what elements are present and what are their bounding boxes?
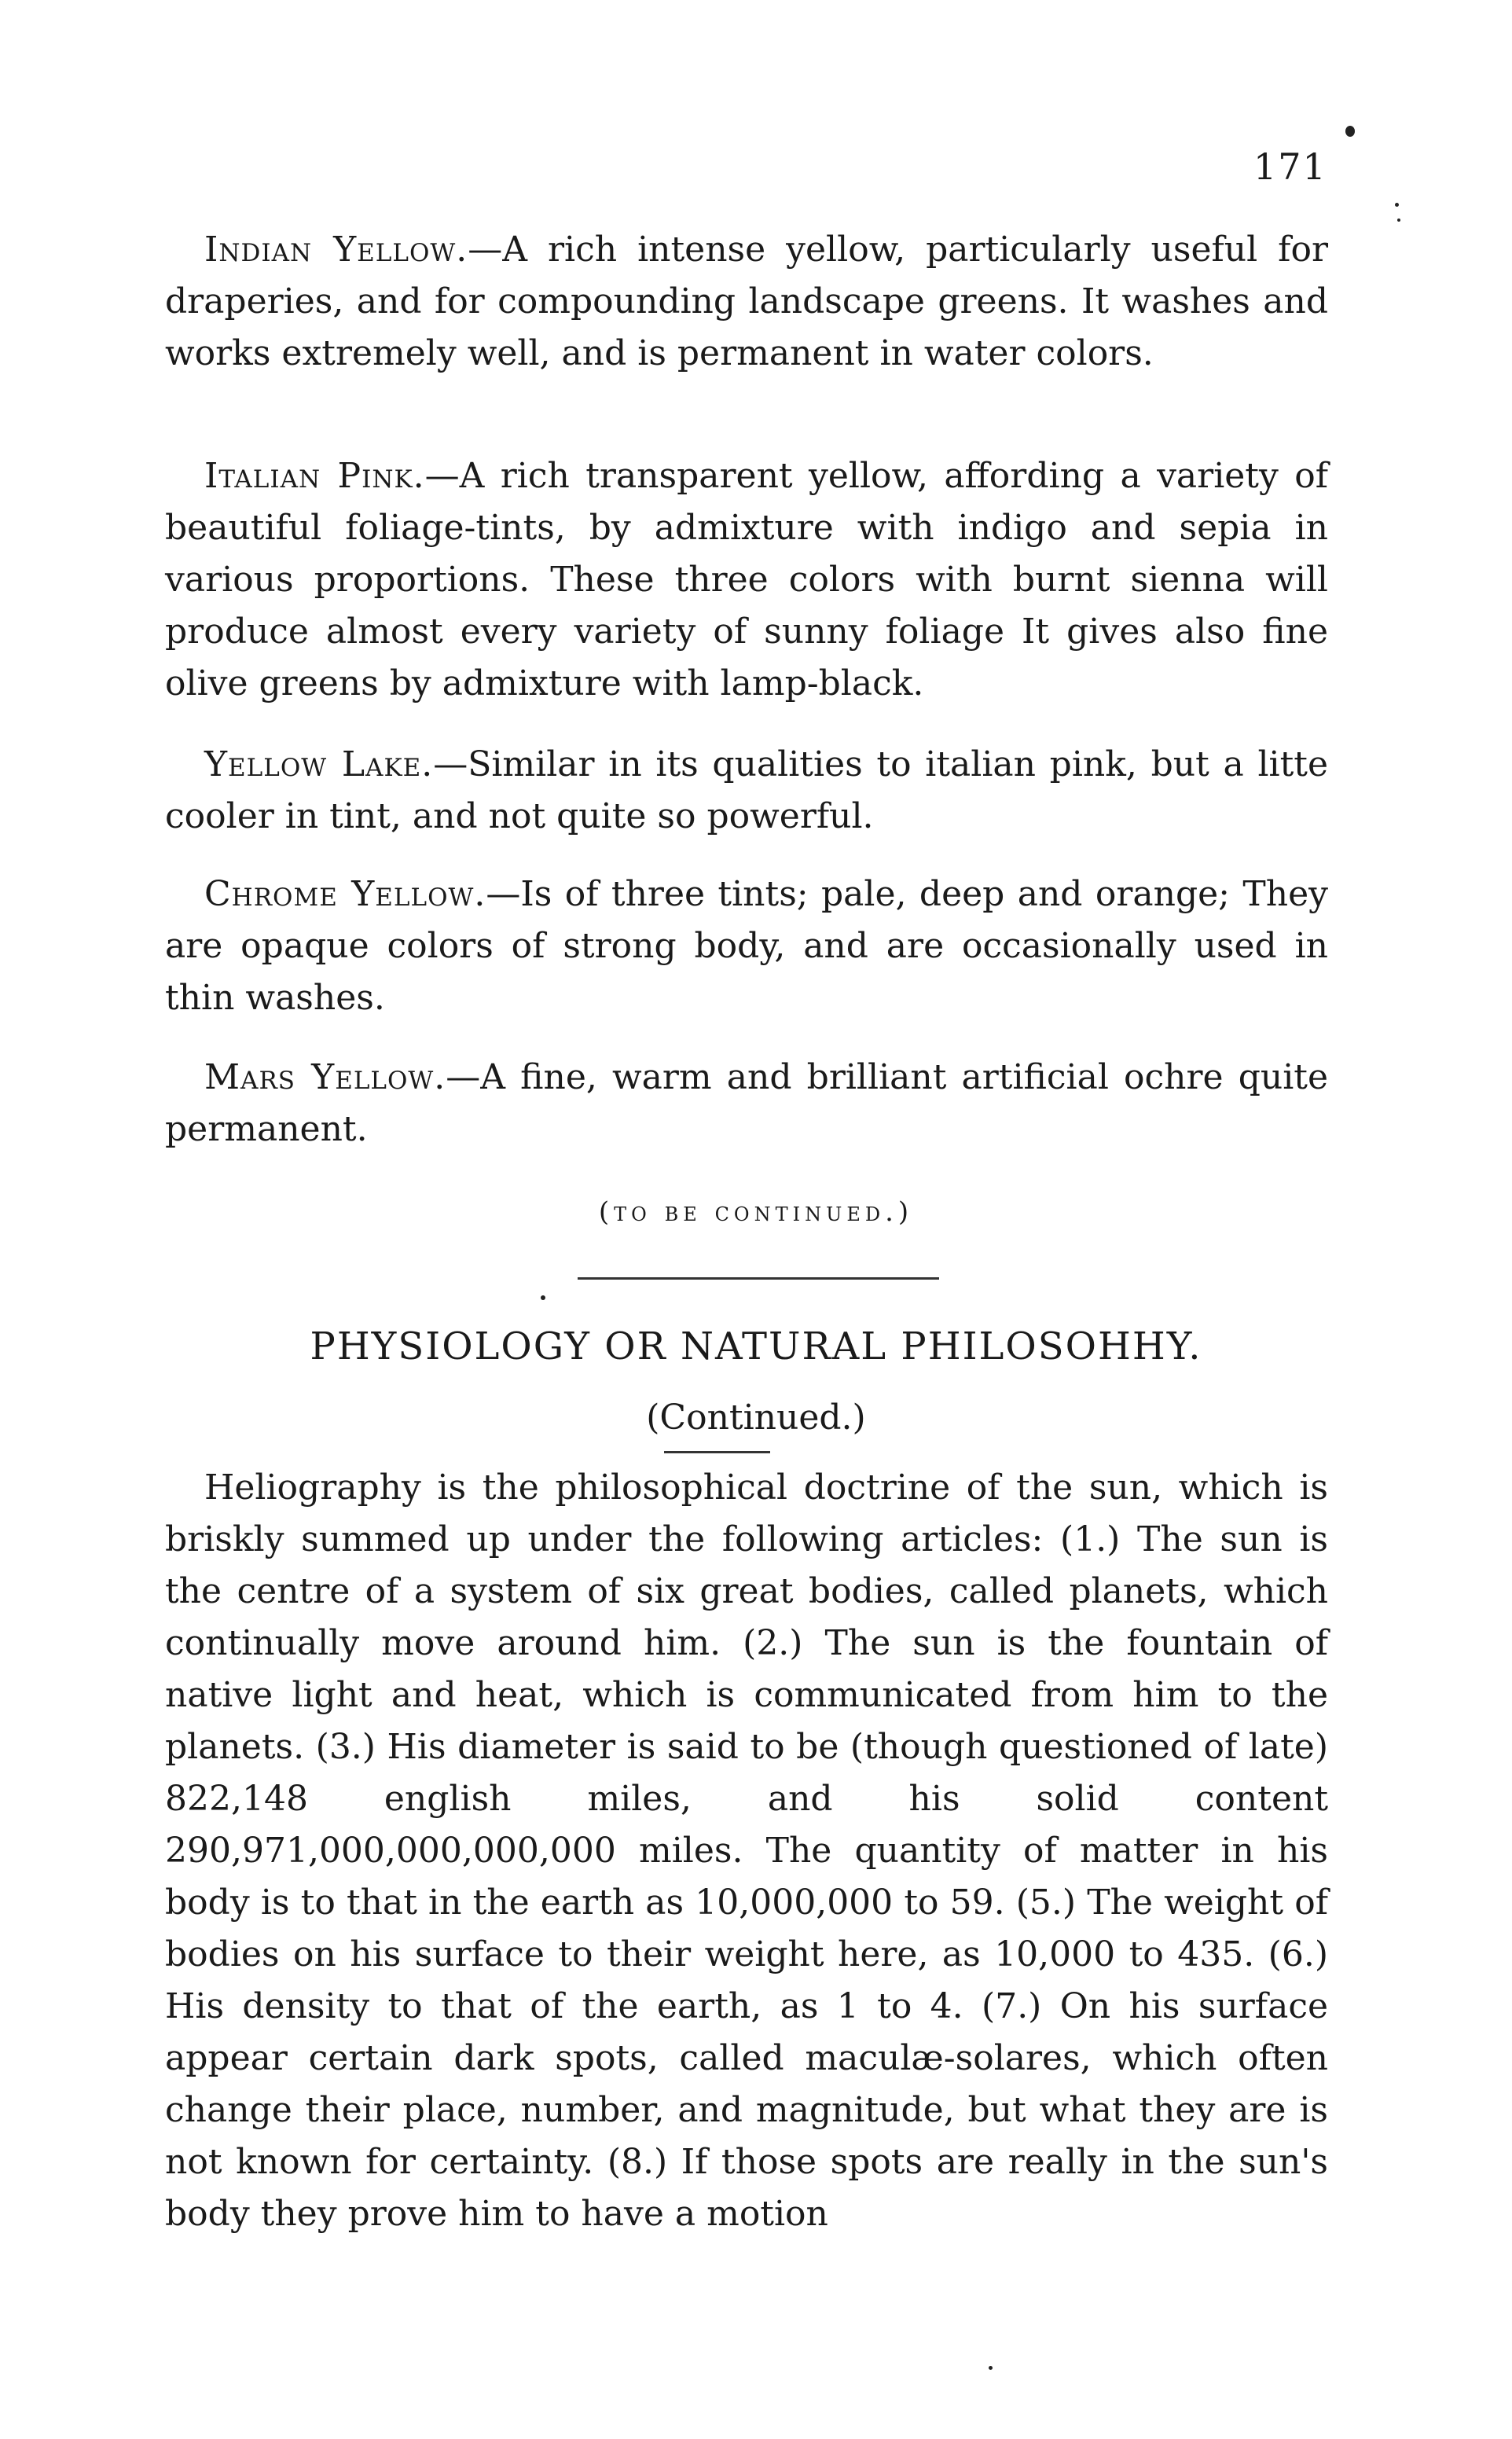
entry-term: Italian Pink.	[204, 456, 425, 496]
ink-speck	[1397, 219, 1400, 222]
entry-term: Indian Yellow.	[204, 230, 468, 270]
entry-term: Chrome Yellow.	[204, 874, 486, 914]
entry-italian-pink	[165, 450, 1328, 710]
ink-speck	[1395, 203, 1399, 207]
entry-indian-yellow	[165, 224, 1328, 380]
entry-text: —A rich intense yellow, particularly useful for draperies, and for compounding landscape greens. It washes and works extremely well, and is permanent in water colors.	[165, 230, 1328, 373]
entry-text: —Is of three tints; pale, deep and orange; They are opaque colors of strong body, and are occasionally used in thin washes.	[165, 874, 1328, 1018]
page-number: 171	[1253, 145, 1327, 188]
entry-term: Yellow Lake.	[204, 744, 434, 784]
entry-text: —A fine, warm and brilliant artificial ochre quite permanent.	[165, 1057, 1328, 1149]
subtitle-underline	[664, 1451, 770, 1453]
entry-yellow-lake	[165, 739, 1328, 843]
section-title: PHYSIOLOGY OR NATURAL PHILOSOHHY.	[310, 1324, 1202, 1368]
entry-text: —Similar in its qualities to italian pink, but a litte cooler in tint, and not quite so powerful.	[165, 744, 1328, 836]
section-divider	[578, 1277, 939, 1280]
entry-chrome-yellow	[165, 869, 1328, 1024]
entry-mars-yellow	[165, 1052, 1328, 1155]
section-subtitle: (Continued.)	[646, 1398, 866, 1438]
section-body: Heliography is the philosophical doctrine of the sun, which is briskly summed up under the following articles: (1.) The sun is the centre of a system of six great bodies, called planets, which continually move around him. (2.) The sun is the fountain of native light and heat, which is communicated from him to the planets. (3.) His diameter is said to be (though questioned of late) 822,148 english miles, and his solid content 290,971,000,000,000,000 miles. The quantity of matter in his body is to that in the earth as 10,000,000 to 59. (5.) The weight of bodies on his surface to their weight here, as 10,000 to 435. (6.) His density to that of the earth, as 1 to 4. (7.) On his surface appear certain dark spots, called maculæ-solares, which often change their place, number, and magnitude, but what they are is not known for certainty. (8.) If those spots are really in the sun's body they prove him to have a motion	[165, 1467, 1328, 2234]
ink-speck	[541, 1295, 545, 1300]
ink-speck	[989, 2366, 993, 2370]
entry-text: —A rich transparent yellow, affording a variety of beautiful foliage-tints, by admixture with indigo and sepia in various proportions. These three colors with burnt sienna will produce almost every variety of sunny foliage It gives also fine olive greens by admixture with lamp-black.	[165, 456, 1329, 703]
ink-speck	[1345, 126, 1355, 137]
to-be-continued: (to be continued.)	[598, 1196, 914, 1228]
entry-term: Mars Yellow.	[204, 1057, 446, 1097]
